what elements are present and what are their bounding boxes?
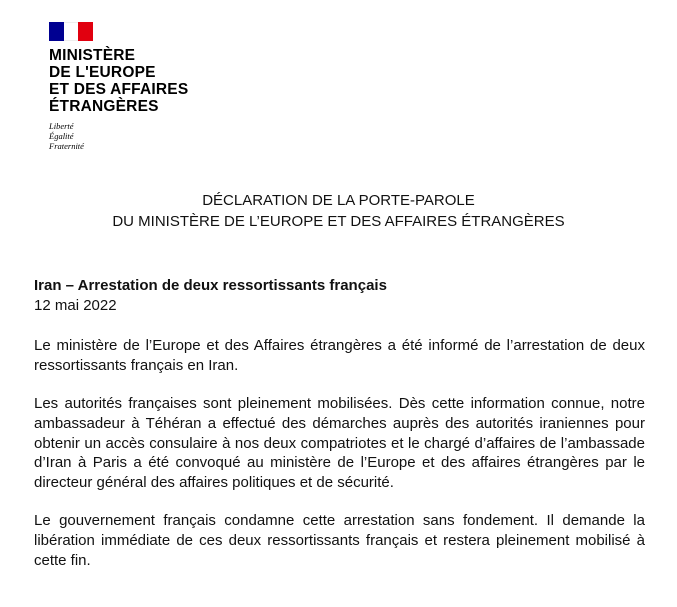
french-flag-icon [49, 22, 93, 41]
declaration-heading [0, 190, 677, 232]
ministry-name-line: MINISTÈRE [49, 47, 136, 64]
flag-white-stripe [64, 22, 79, 41]
statement-date: 12 mai 2022 [34, 296, 117, 314]
statement-body [34, 276, 645, 570]
ministry-name-line: ÉTRANGÈRES [49, 98, 159, 115]
ministry-name [49, 47, 188, 115]
ministry-logo [49, 22, 188, 151]
flag-red-stripe [78, 22, 93, 41]
motto-line: Égalité [49, 131, 74, 141]
declaration-line-1: DÉCLARATION DE LA PORTE-PAROLE [202, 192, 475, 209]
paragraph: Le ministère de l’Europe et des Affaires étrangères a été informé de l’arrestation de deux ressortissants français en Iran. [34, 337, 645, 374]
motto-line: Fraternité [49, 141, 84, 151]
paragraph: Le gouvernement français condamne cette arrestation sans fondement. Il demande la libération immédiate de ces deux ressortissants français et restera pleinement mobilisé à cette fin. [34, 512, 645, 569]
paragraph: Les autorités françaises sont pleinement mobilisées. Dès cette information connue, notre ambassadeur à Téhéran a effectué des démarches auprès des autorités iraniennes pour obtenir un accès consulaire à nos deux compatriotes et le chargé d’affaires de l’ambassade d’Iran à Paris a été convoqué au ministère de l’Europe et des affaires étrangères par le directeur général des affaires politiques et de sécurité. [34, 395, 645, 491]
statement-subject: Iran – Arrestation de deux ressortissants français [34, 277, 387, 294]
ministry-name-line: ET DES AFFAIRES [49, 81, 189, 98]
flag-blue-stripe [49, 22, 64, 41]
republic-motto [49, 121, 188, 151]
declaration-line-2: DU MINISTÈRE DE L’EUROPE ET DES AFFAIRES ÉTRANGÈRES [112, 213, 565, 230]
ministry-name-line: DE L'EUROPE [49, 64, 156, 81]
motto-line: Liberté [49, 121, 74, 131]
